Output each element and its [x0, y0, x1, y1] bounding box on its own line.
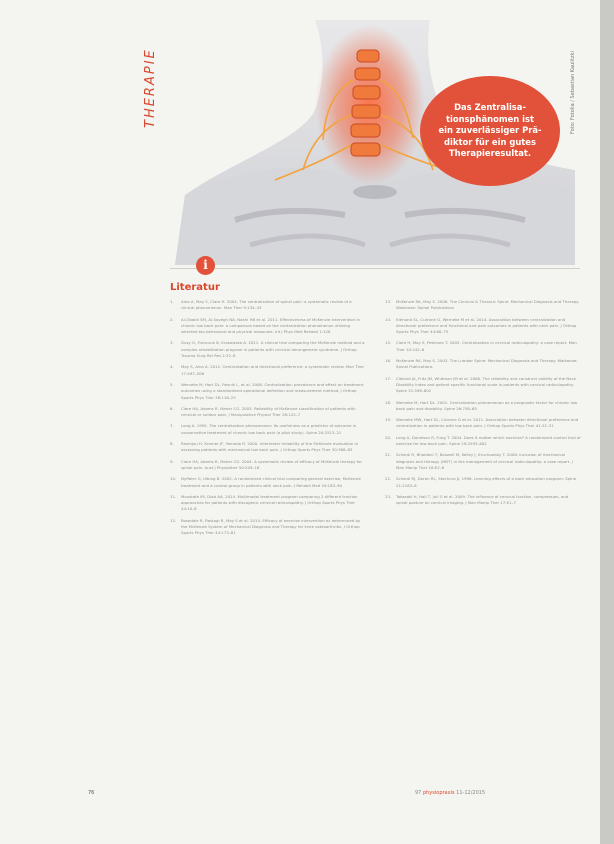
reference-number: 20. [385, 434, 392, 440]
photo-credit [566, 46, 578, 136]
reference-text: Werneke MW, Hart DL, Cutrone G et al. 2011. Association between directional preference and centralization in patients with low back pain. J Orthop Sports Phys Ther 41:22–31 [396, 417, 579, 429]
references-right-column [385, 299, 581, 511]
reference-number: 8. [170, 441, 174, 447]
reference-text: Razmjou H, Kramer JF, Yamada R. 2000. Intertester reliability of the McKenzie evaluation in assessing patients with mechanical low back pain. J Orthop Sports Phys Ther 30:368–83 [181, 441, 359, 453]
page-number-right: 97 [415, 790, 422, 796]
reference-number: 22. [385, 476, 392, 482]
reference-number: 4. [170, 364, 174, 370]
page-edge [600, 0, 614, 844]
reference-number: 7. [170, 423, 174, 429]
magazine-name: physiopraxis [422, 790, 455, 796]
reference-number: 17. [385, 375, 392, 381]
reference-text: Edmond SL, Cutrone G, Werneke M et al. 2014. Association between centralization and directional preference and functional and pain outcomes in patients with neck pain. J Orthop Sports Phys Ther 44:68–75 [396, 316, 577, 335]
reference-text: McKenzie RA, May S. 2006. The Cervical & Thoracic Spine: Mechanical Diagnosis and Therapy. Waikanae: Spinal Publications [396, 299, 580, 311]
reference-item [385, 299, 581, 312]
reference-number: 19. [385, 417, 392, 423]
reference-item [170, 494, 366, 513]
photo-credit-text: Foto: Fotolia / Sebastian Kaulitzki [570, 51, 576, 134]
reference-item [170, 459, 366, 472]
reference-text: Werneke M, Hart DL. 2001. Centralization phenomenon as a prognostic factor for chronic low back pain and disability. Spine 26:758–65 [396, 399, 578, 411]
issue-number: 11-12/2015 [456, 790, 486, 796]
reference-item [385, 417, 581, 430]
reference-text: Clare HA, Adams R, Maher CG. 2004. A systematic review of efficacy of McKenzie therapy for spinal pain. Aust J Physiother 50:209–16 [181, 458, 363, 470]
reference-text: McKenzie RA, May S. 2003. The Lumbar Spine: Mechanical Diagnosis and Therapy. Waikanae: Spinal Publications [396, 358, 578, 370]
reference-item [170, 406, 366, 419]
reference-item [385, 358, 581, 371]
callout-text: Das Zentralisa- tionsphänomen ist ein zuverlässiger Prä- diktor für ein gutes Therapieresultat. [438, 102, 542, 159]
reference-text: Clare H, May S, Petersen T. 2005. Centralization in cervical radiculopathy: a case report. Man Ther 10:242–6 [396, 340, 577, 352]
reference-item [385, 400, 581, 413]
reference-number: 12. [170, 517, 177, 523]
section-label [118, 40, 172, 132]
reference-text: Rosedale R, Rastogi R, May S et al. 2014. Efficacy of exercise intervention as determined by the McKenzie System of Mechanical Diagnosis and Therapy for knee osteoarthritis. J Orthop Sports Phys Ther 44:173–81 [181, 517, 361, 536]
reference-item [170, 317, 366, 336]
reference-number: 18. [385, 399, 392, 405]
reference-number: 23. [385, 493, 392, 499]
reference-number: 1. [170, 299, 174, 304]
reference-text: Long A, Donelson R, Fung T. 2004. Does it matter which exercise? A randomized control trial of exercise for low back pain. Spine 29:2593–602 [396, 434, 581, 447]
reference-number: 3. [170, 340, 174, 346]
reference-text: Aina A, May S, Clare H. 2004. The centralization of spinal pain: a systematic review of a clinical phenomenon. Man Ther 9:134–43 [181, 299, 352, 311]
reference-item [385, 494, 581, 507]
section-label-text: THERAPIE [143, 48, 158, 128]
reference-number: 13. [385, 299, 392, 304]
reference-item [170, 340, 366, 359]
reference-item [385, 435, 581, 448]
reference-item [170, 476, 366, 489]
callout-bubble [420, 76, 560, 186]
reference-item [170, 364, 366, 377]
reference-text: May S, Aina A. 2012. Centralization and directional preference: a systematic review. Man Ther 17:497–506 [181, 364, 365, 376]
reference-text: Takasaki H, Hall T, Jull G et al. 2009. The influence of cervical traction, compression, and spinal posture on cervical imaging. J Man Manip Ther 17:E1–7 [396, 493, 569, 506]
reference-number: 9. [170, 458, 174, 464]
reference-text: Clare HA, Adams R, Maher CG. 2005. Reliability of McKenzie classification of patients with cervical or lumbar pain. J Manipulative Physiol Ther 28:122–7 [181, 405, 356, 418]
reference-number: 10. [170, 476, 177, 482]
reference-item [385, 452, 581, 471]
reference-number: 16. [385, 358, 392, 364]
reference-item [385, 317, 581, 336]
reference-number: 21. [385, 452, 392, 458]
reference-item [170, 382, 366, 401]
page-footer-right [415, 790, 485, 796]
reference-number: 14. [385, 316, 392, 322]
reference-item [385, 476, 581, 489]
reference-text: Cleland JA, Fritz JM, Whitman JM et al. 2006. The reliability and construct validity of the Neck Disability Index and patient specific functional scale in patients with cervical radiculopathy. Spine 31:598–602 [396, 375, 576, 394]
reference-text: Al-Obaidi SM, Al-Sayegh NA, Nakhi HB et al. 2011. Effectiveness of McKenzie intervention in chronic low back pain: a comparison based on the centralization phenomenon utilizing selected bio-behavioral and physical measures. Int J Phys Med Rehabil 1:128 [181, 316, 360, 335]
section-divider [170, 268, 580, 269]
reference-number: 6. [170, 405, 174, 411]
reference-item [385, 376, 581, 395]
literature-heading: Literatur [170, 282, 220, 293]
reference-text: Moustafa IM, Diab AA. 2014. Multimodal treatment program comparing 2 different traction approaches for patients with discogenic cervical radiculopathy. J Orthop Sports Phys Ther 44:10–8 [181, 493, 358, 512]
reference-item [170, 441, 366, 454]
reference-text: Werneke M, Hart DL, Resnik L, et al. 2008. Centralization: prevalence and effect on treatment outcomes using a standardized operational definition and measurement method. J Orthop Sports Phys Ther 38:116–25 [181, 381, 364, 400]
info-icon: i [196, 256, 215, 275]
reference-number: 15. [385, 340, 392, 346]
reference-item [170, 423, 366, 436]
reference-item [170, 518, 366, 537]
reference-text: Schenk RJ, Doran RL, Stachura JJ. 1996. Learning effects of a back education program. Spine 21:2183–8 [396, 476, 577, 488]
reference-item [385, 340, 581, 353]
reference-number: 2. [170, 316, 174, 322]
reference-number: 11. [170, 493, 177, 499]
reference-number: 5. [170, 381, 174, 387]
references-left-column [170, 299, 366, 542]
reference-text: Nyffeler G, Ulbing B. 2002. A randomized clinical trial comparing general exercise, McKenzie treatment and a control group in patients with neck pain. J Rehabil Med 34:183–90 [181, 476, 361, 488]
reference-text: Guzy G, Franczuk B, Krakowska A. 2011. A clinical trial comparing the McKenzie method and a complex rehabilitation program in patients with cervical derangement syndrome. J Orthop Trauma Surg Rel Res 2:32–8 [181, 340, 365, 359]
reference-text: Schenk R, Bhaidani T, Boswell M, Kelley J, Kruchowsky T. 2008. Inclusion of mechanical diagnosis and therapy (MDT) in the management of cervical radiculopathy: a case report. J Man Manip Ther 16:E2–8 [396, 452, 573, 470]
reference-text: Long A. 1995. The centralization phenomenon: its usefulness as a predictor of outcome in conservative treatment of chronic low back pain (a pilot study). Spine 20:2513–21 [181, 423, 357, 435]
page-number-left: 76 [88, 790, 95, 796]
reference-item [170, 299, 366, 312]
